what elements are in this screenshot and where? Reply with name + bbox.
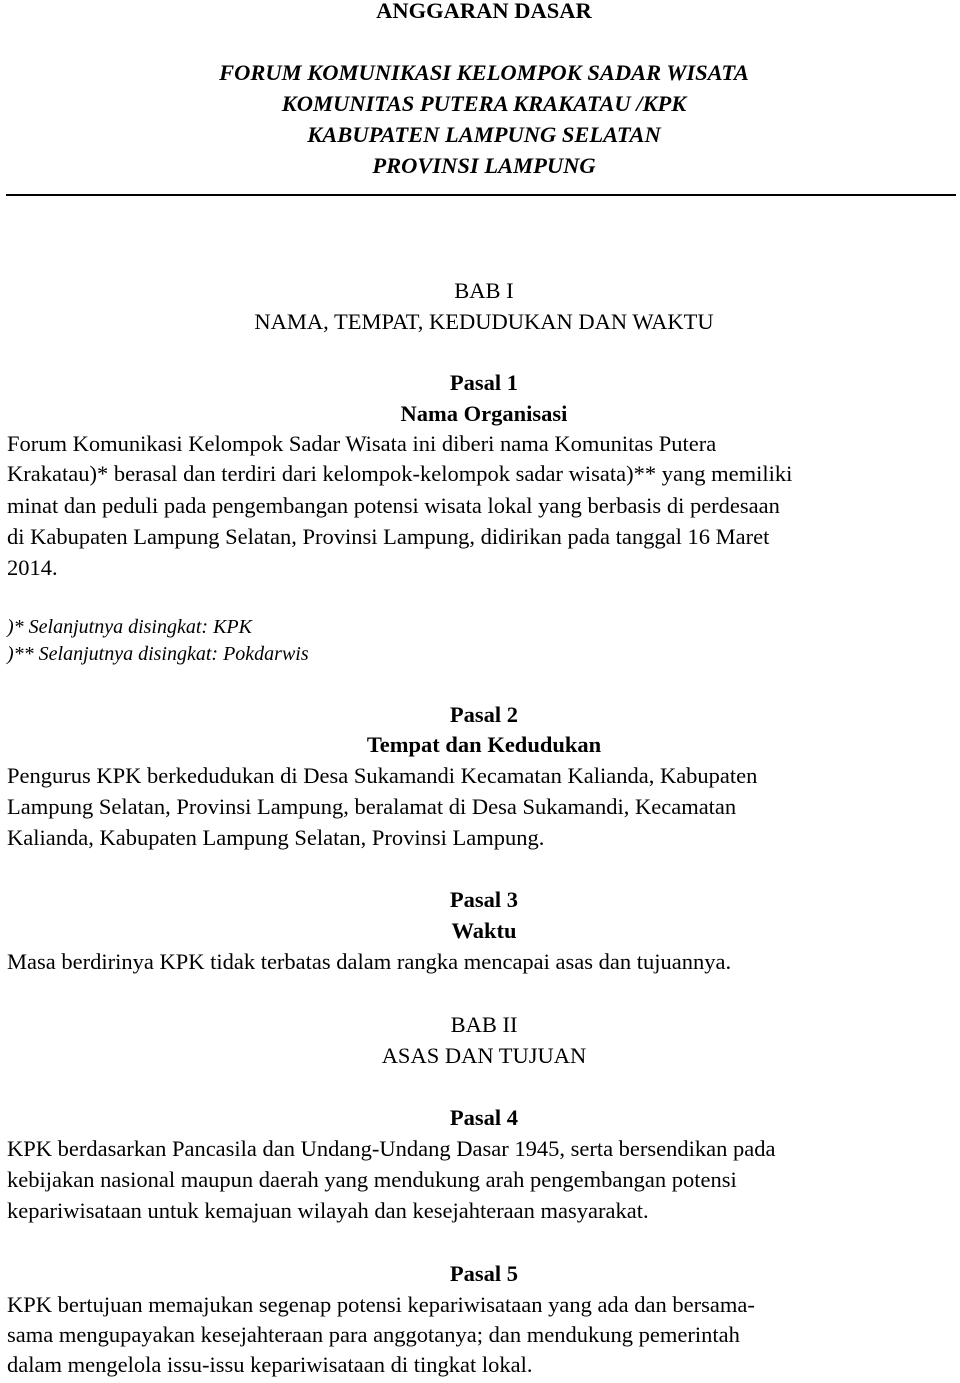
pasal1-text-line-5: 2014. (7, 555, 58, 580)
pasal5-text-line-1: KPK bertujuan memajukan segenap potensi kepariwisataan yang ada dan bersama- (7, 1292, 755, 1317)
pasal2-heading: Pasal 2 (449, 702, 519, 727)
pasal2-title: Tempat dan Kedudukan (366, 732, 602, 757)
pasal5-text-line-2: sama mengupayakan kesejahteraan para anggotanya; dan mendukung pemerintah (7, 1322, 740, 1347)
pasal2-text-line-2: Lampung Selatan, Provinsi Lampung, beralamat di Desa Sukamandi, Kecamatan (7, 794, 737, 819)
pasal3-title: Waktu (451, 918, 517, 943)
org-name-line-4: PROVINSI LAMPUNG (372, 153, 596, 178)
pasal5-heading: Pasal 5 (449, 1261, 519, 1286)
pasal1-text-line-1: Forum Komunikasi Kelompok Sadar Wisata ini diberi nama Komunitas Putera (7, 431, 717, 456)
pasal2-text-line-1: Pengurus KPK berkedudukan di Desa Sukamandi Kecamatan Kalianda, Kabupaten (7, 763, 758, 788)
pasal5-text-line-3: dalam mengelola issu-issu kepariwisataan di tingkat lokal. (7, 1352, 533, 1377)
pasal4-text-line-3: kepariwisataan untuk kemajuan wilayah dan kesejahteraan masyarakat. (7, 1198, 649, 1223)
pasal2-text-line-3: Kalianda, Kabupaten Lampung Selatan, Provinsi Lampung. (7, 825, 545, 850)
pasal1-text-line-3: minat dan peduli pada pengembangan potensi wisata lokal yang berbasis di perdesaan (7, 493, 780, 518)
org-name-line-1: FORUM KOMUNIKASI KELOMPOK SADAR WISATA (219, 60, 749, 85)
pasal1-heading: Pasal 1 (449, 370, 519, 395)
bab1-title: NAMA, TEMPAT, KEDUDUKAN DAN WAKTU (254, 309, 714, 334)
pasal1-note-1: )* Selanjutnya disingkat: KPK (7, 616, 252, 638)
pasal1-title: Nama Organisasi (400, 401, 568, 426)
header-divider (6, 194, 956, 196)
pasal1-text-line-2: Krakatau)* berasal dan terdiri dari kelompok-kelompok sadar wisata)** yang memiliki (7, 461, 793, 486)
pasal3-heading: Pasal 3 (449, 887, 519, 912)
pasal4-text-line-1: KPK berdasarkan Pancasila dan Undang-Undang Dasar 1945, serta bersendikan pada (7, 1136, 776, 1161)
bab2-heading: BAB II (450, 1012, 518, 1037)
org-name-line-2: KOMUNITAS PUTERA KRAKATAU /KPK (281, 91, 687, 116)
org-name-line-3: KABUPATEN LAMPUNG SELATAN (307, 122, 661, 147)
bab2-title: ASAS DAN TUJUAN (381, 1043, 587, 1068)
pasal3-text-line-1: Masa berdirinya KPK tidak terbatas dalam rangka mencapai asas dan tujuannya. (7, 949, 732, 974)
pasal4-text-line-2: kebijakan nasional maupun daerah yang mendukung arah pengembangan potensi (7, 1167, 737, 1192)
pasal1-text-line-4: di Kabupaten Lampung Selatan, Provinsi Lampung, didirikan pada tanggal 16 Maret (7, 524, 770, 549)
pasal4-heading: Pasal 4 (449, 1105, 519, 1130)
document-title: ANGGARAN DASAR (376, 0, 592, 23)
pasal1-note-2: )** Selanjutnya disingkat: Pokdarwis (7, 643, 309, 665)
bab1-heading: BAB I (454, 278, 514, 303)
